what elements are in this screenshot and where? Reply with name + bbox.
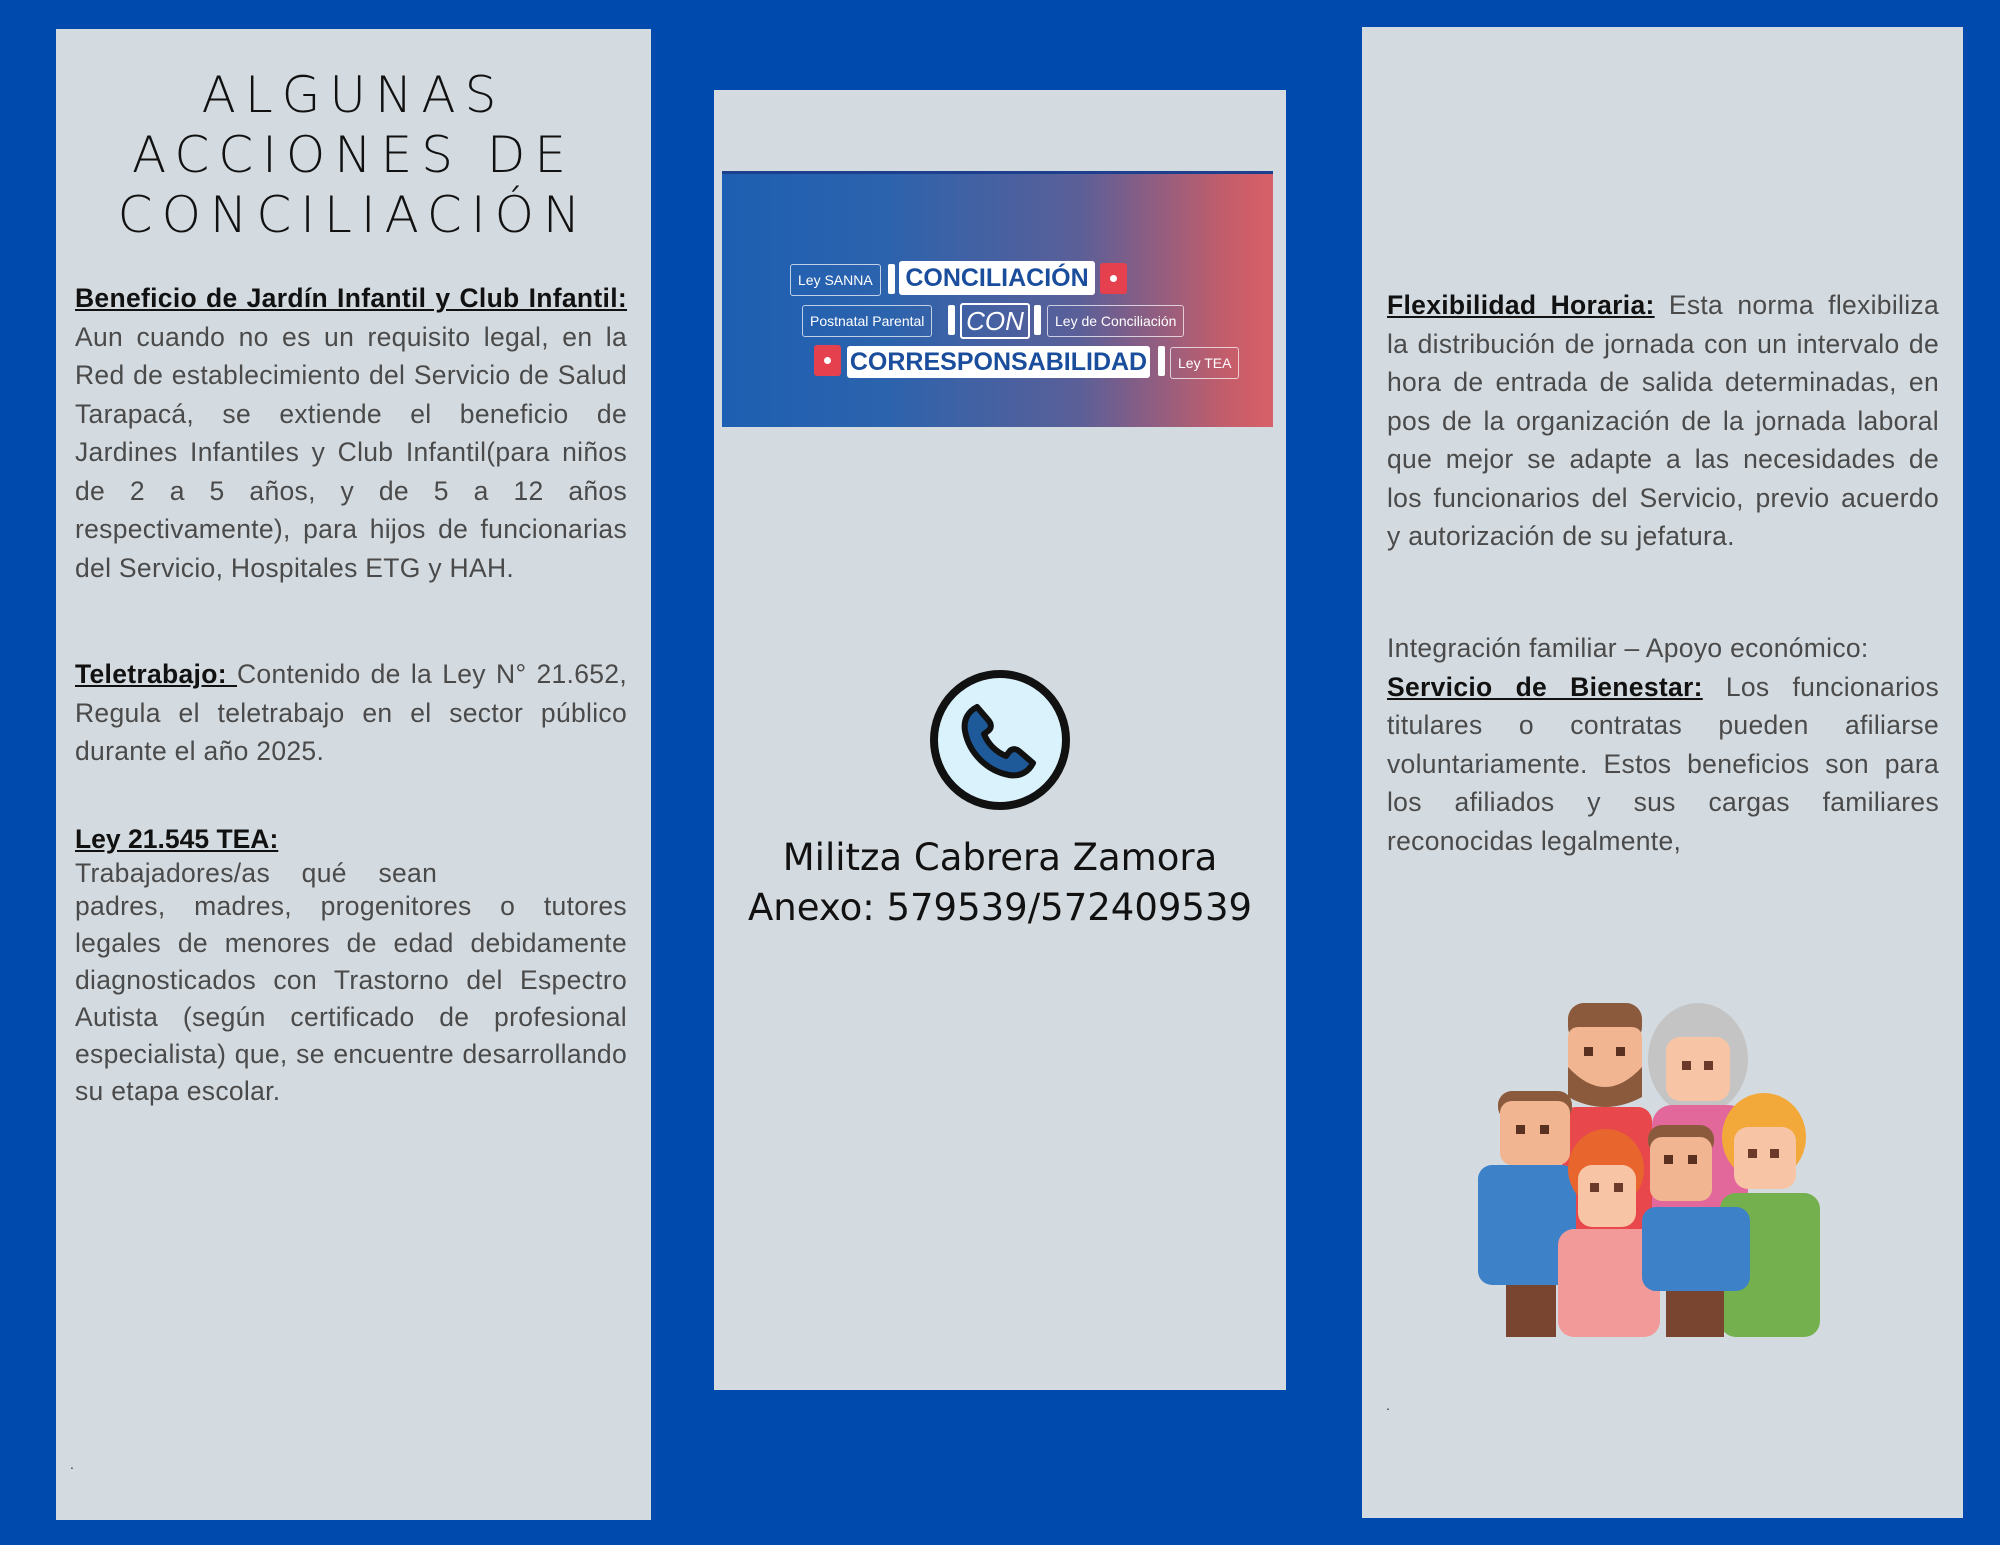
section-heading: Beneficio de Jardín Infantil y Club Infantil: <box>75 283 627 313</box>
banner-red-dot <box>1100 263 1127 294</box>
section-heading: Flexibilidad Horaria: <box>1387 290 1655 320</box>
section-bienestar <box>1387 629 1939 860</box>
footer-dot: . <box>70 1456 74 1472</box>
family-illustration <box>1476 997 1828 1337</box>
title-line-3: CONCILIACIÓN <box>117 186 590 244</box>
section-text: Aun cuando no es un requisito legal, en la Red de establecimiento del Servicio de Salud Tarapacá, se extiende el beneficio de Jardines Infantiles y Club Infantil(para niños de 2 a 5 años, y de 5 a 12 años respectivamente), para hijos de funcionarias del Servicio, Hospitales ETG y HAH. <box>75 321 627 583</box>
contact-annex: Anexo: 579539/572409539 <box>747 886 1253 929</box>
title-line-1: ALGUNAS <box>201 66 506 124</box>
section-teletrabajo <box>75 655 627 771</box>
contact-name: Militza Cabrera Zamora <box>782 836 1218 879</box>
section-jardin-infantil <box>75 279 627 587</box>
banner-divider <box>948 305 955 335</box>
center-panel <box>714 90 1286 1390</box>
banner-title-corresponsabilidad: CORRESPONSABILIDAD <box>847 346 1150 378</box>
banner-tag-postnatal: Postnatal Parental <box>802 305 932 337</box>
banner-tag-ley-tea: Ley TEA <box>1170 347 1239 379</box>
banner-title-conciliacion: CONCILIACIÓN <box>899 261 1095 295</box>
banner-con: CON <box>960 303 1030 339</box>
title-line-2: ACCIONES DE <box>132 126 575 184</box>
conciliacion-banner <box>722 171 1273 427</box>
section-heading: Servicio de Bienestar: <box>1387 671 1703 702</box>
section-flexibilidad-horaria <box>1387 286 1939 556</box>
section-ley-tea <box>75 821 627 1110</box>
section-text: Contenido de la Ley N° 21.652, Regula el teletrabajo en el sector público durante el año 2025. <box>75 659 627 766</box>
banner-red-dot <box>814 345 841 376</box>
banner-tag-ley-sanna: Ley SANNA <box>790 264 881 296</box>
banner-divider <box>888 264 895 294</box>
banner-tag-ley-conciliacion: Ley de Conciliación <box>1047 305 1184 337</box>
footer-dot: . <box>1386 1397 1390 1413</box>
section-heading: Ley 21.545 TEA: <box>75 824 279 854</box>
section-text: Los funcionarios titulares o contratas pueden afiliarse voluntariamente. Estos beneficios son para los afiliados y sus cargas familiares reconocidas legalmente, <box>1387 671 1939 856</box>
left-panel <box>56 29 651 1520</box>
section-heading: Teletrabajo: <box>75 659 237 689</box>
page-title <box>56 65 651 245</box>
banner-divider <box>1034 305 1041 335</box>
right-panel <box>1362 27 1963 1518</box>
section-intro: Integración familiar – Apoyo económico: <box>1387 633 1869 663</box>
banner-divider <box>1158 346 1165 376</box>
section-text: padres, madres, progenitores o tutores legales de menores de edad debidamente diagnosticados con Trastorno del Espectro Autista (según certificado de profesional especialista) que, se encuentre desarrollando su etapa escolar. <box>75 891 627 1106</box>
section-lead: Trabajadores/as qué sean <box>75 858 438 888</box>
section-text: Esta norma flexibiliza la distribución de jornada con un intervalo de hora de entrada de salida determinadas, en pos de la organización de la jornada laboral que mejor se adapte a las necesidades de los funcionarios del Servicio, previo acuerdo y autorización de su jefatura. <box>1387 290 1939 551</box>
phone-icon <box>929 669 1071 811</box>
